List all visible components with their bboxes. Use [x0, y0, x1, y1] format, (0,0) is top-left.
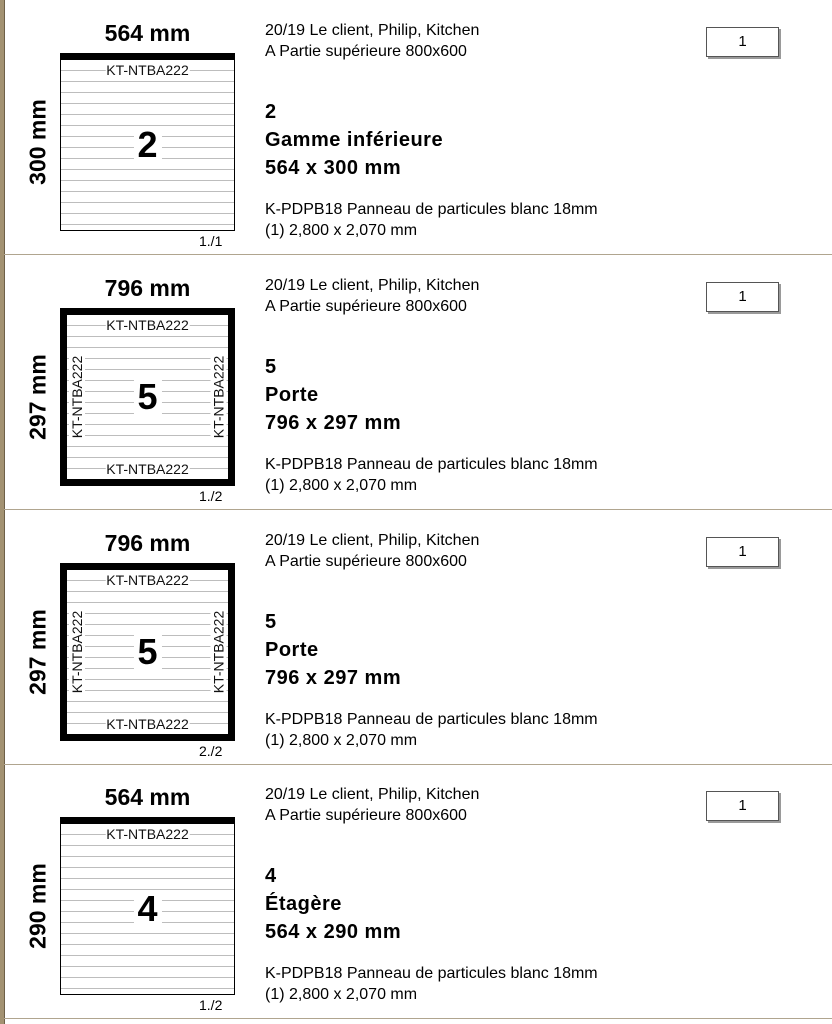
cabinet-line: A Partie supérieure 800x600 [265, 43, 467, 60]
material-info [265, 454, 598, 496]
material-line: K-PDPB18 Panneau de particules blanc 18mm [265, 456, 598, 473]
part-title-name: Porte [265, 639, 319, 661]
edge-banding-top: KT-NTBA222 [106, 826, 189, 842]
edge-banding-bottom: KT-NTBA222 [106, 716, 189, 732]
cabinet-line: A Partie supérieure 800x600 [265, 553, 467, 570]
panel-diagram [60, 308, 235, 486]
panel-height-dimension: 297 mm [24, 354, 51, 440]
part-title-size: 796 x 297 mm [265, 667, 402, 689]
piece-count: 2./2 [199, 743, 223, 759]
order-line: 20/19 Le client, Philip, Kitchen [265, 786, 480, 803]
part-title-number: 2 [265, 101, 277, 123]
piece-count: 1./1 [199, 233, 223, 249]
material-info [265, 199, 598, 241]
part-title-name: Porte [265, 384, 319, 406]
edge-banding-left: KT-NTBA222 [69, 610, 85, 694]
sheet-line: (1) 2,800 x 2,070 mm [265, 986, 418, 1003]
panel-diagram [60, 817, 235, 995]
part-label [4, 255, 832, 510]
quantity-field[interactable]: 1 [706, 791, 779, 821]
order-info [265, 275, 479, 317]
material-line: K-PDPB18 Panneau de particules blanc 18mm [265, 201, 598, 218]
material-info [265, 963, 598, 1005]
panel-diagram [60, 53, 235, 231]
part-label [4, 0, 832, 255]
panel-height-dimension: 297 mm [24, 609, 51, 695]
order-line: 20/19 Le client, Philip, Kitchen [265, 277, 480, 294]
panel-height-dimension: 290 mm [24, 863, 51, 949]
part-title-size: 564 x 300 mm [265, 157, 402, 179]
edge-banding-top: KT-NTBA222 [106, 317, 189, 333]
sheet-line: (1) 2,800 x 2,070 mm [265, 732, 418, 749]
piece-count: 1./2 [199, 997, 223, 1013]
order-info [265, 20, 479, 62]
panel-part-number: 5 [133, 633, 161, 671]
part-title [265, 98, 443, 182]
order-line: 20/19 Le client, Philip, Kitchen [265, 22, 480, 39]
part-title-size: 564 x 290 mm [265, 921, 402, 943]
quantity-field[interactable]: 1 [706, 282, 779, 312]
edge-banding-top: KT-NTBA222 [106, 62, 189, 78]
panel-height-dimension: 300 mm [24, 99, 51, 185]
edge-banding-left: KT-NTBA222 [69, 355, 85, 439]
edge-banding-right: KT-NTBA222 [210, 355, 226, 439]
material-line: K-PDPB18 Panneau de particules blanc 18mm [265, 711, 598, 728]
edge-banding-right: KT-NTBA222 [210, 610, 226, 694]
quantity-field[interactable]: 1 [706, 537, 779, 567]
part-title [265, 862, 401, 946]
part-title-name: Étagère [265, 893, 342, 915]
quantity-field[interactable]: 1 [706, 27, 779, 57]
panel-width-dimension: 796 mm [104, 275, 191, 301]
panel-part-number: 4 [133, 890, 161, 928]
part-title [265, 353, 401, 437]
order-line: 20/19 Le client, Philip, Kitchen [265, 532, 480, 549]
material-info [265, 709, 598, 751]
edge-banding-bottom: KT-NTBA222 [106, 461, 189, 477]
part-label [4, 510, 832, 765]
order-info [265, 530, 479, 572]
part-title-name: Gamme inférieure [265, 129, 444, 151]
part-title-number: 4 [265, 865, 277, 887]
order-info [265, 784, 479, 826]
piece-count: 1./2 [199, 488, 223, 504]
panel-width-dimension: 564 mm [104, 784, 191, 810]
part-title-number: 5 [265, 356, 277, 378]
part-title-size: 796 x 297 mm [265, 412, 402, 434]
edge-banding-top: KT-NTBA222 [106, 572, 189, 588]
panel-diagram [60, 563, 235, 741]
part-title-number: 5 [265, 611, 277, 633]
sheet-line: (1) 2,800 x 2,070 mm [265, 477, 418, 494]
part-title [265, 608, 401, 692]
sheet-line: (1) 2,800 x 2,070 mm [265, 222, 418, 239]
cabinet-line: A Partie supérieure 800x600 [265, 807, 467, 824]
panel-part-number: 5 [133, 378, 161, 416]
panel-width-dimension: 564 mm [104, 20, 191, 46]
panel-part-number: 2 [133, 126, 161, 164]
panel-width-dimension: 796 mm [104, 530, 191, 556]
material-line: K-PDPB18 Panneau de particules blanc 18mm [265, 965, 598, 982]
part-label [4, 764, 832, 1019]
cabinet-line: A Partie supérieure 800x600 [265, 298, 467, 315]
